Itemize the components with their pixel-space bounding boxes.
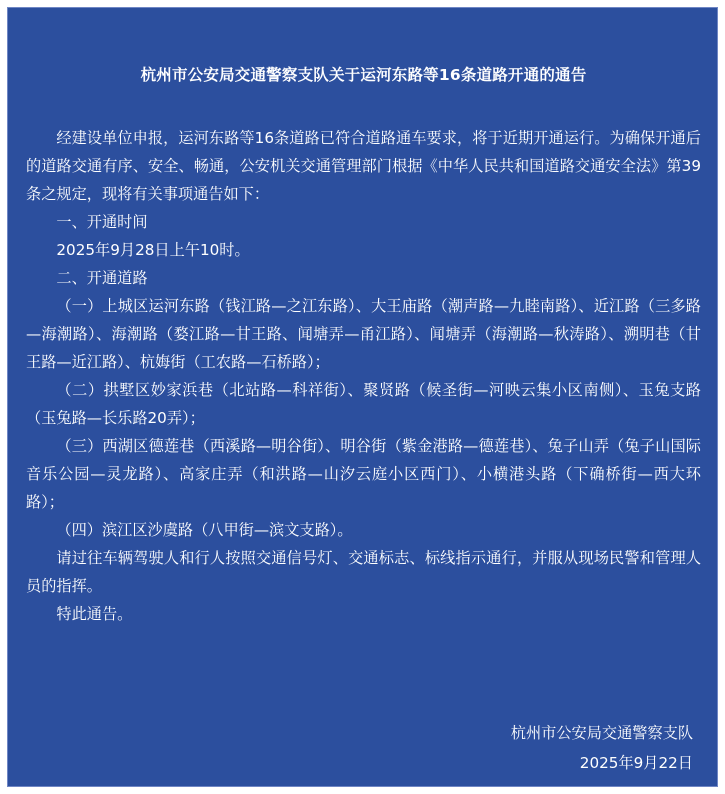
section-heading-time: 一、开通时间 (56, 213, 148, 231)
intro-paragraph: 经建设单位申报，运河东路等16条道路已符合道路通车要求，将于近期开通运行。为确保开通后的道路交通有序、安全、畅通，公安机关交通管理部门根据《中华人民共和国道路交通安全法》第39条之规定，现将有关事项通告如下： (26, 129, 701, 203)
notice-title: 杭州市公安局交通警察支队关于运河东路等16条道路开通的通告 (140, 66, 587, 84)
roads-binjiang: （四）滨江区沙虞路（八甲街—滨文支路）。 (56, 521, 353, 539)
signature-block (511, 718, 693, 778)
roads-gongshu: （二）拱墅区妙家浜巷（北站路—科祥街）、聚贤路（候圣街—河映云集小区南侧）、玉兔支路（玉兔路—长乐路20弄）； (26, 381, 701, 427)
closing-line: 特此通告。 (56, 605, 133, 623)
signature-date: 2025年9月22日 (579, 754, 693, 772)
opening-time: 2025年9月28日上午10时。 (56, 241, 250, 259)
roads-xihu: （三）西湖区德莲巷（西溪路—明谷街）、明谷街（紫金港路—德莲巷）、兔子山弄（兔子山国际音乐公园—灵龙路）、高家庄弄（和洪路—山汐云庭小区西门）、小横港头路（下确桥街—西大环路）； (26, 437, 701, 511)
roads-shangcheng: （一）上城区运河东路（钱江路—之江东路）、大王庙路（潮声路—九睦南路）、近江路（三多路—海潮路）、海潮路（婺江路—甘王路、闻塘弄—甬江路）、闻塘弄（海潮路—秋涛路）、溯明巷（甘王路—近江路）、杭娒街（工农路—石桥路）； (26, 297, 701, 371)
signature-org: 杭州市公安局交通警察支队 (510, 724, 693, 742)
notice-body (26, 124, 701, 628)
traffic-instruction: 请过往车辆驾驶人和行人按照交通信号灯、交通标志、标线指示通行，并服从现场民警和管理人员的指挥。 (26, 549, 701, 595)
section-heading-roads: 二、开通道路 (56, 269, 148, 287)
notice-panel (7, 7, 718, 787)
